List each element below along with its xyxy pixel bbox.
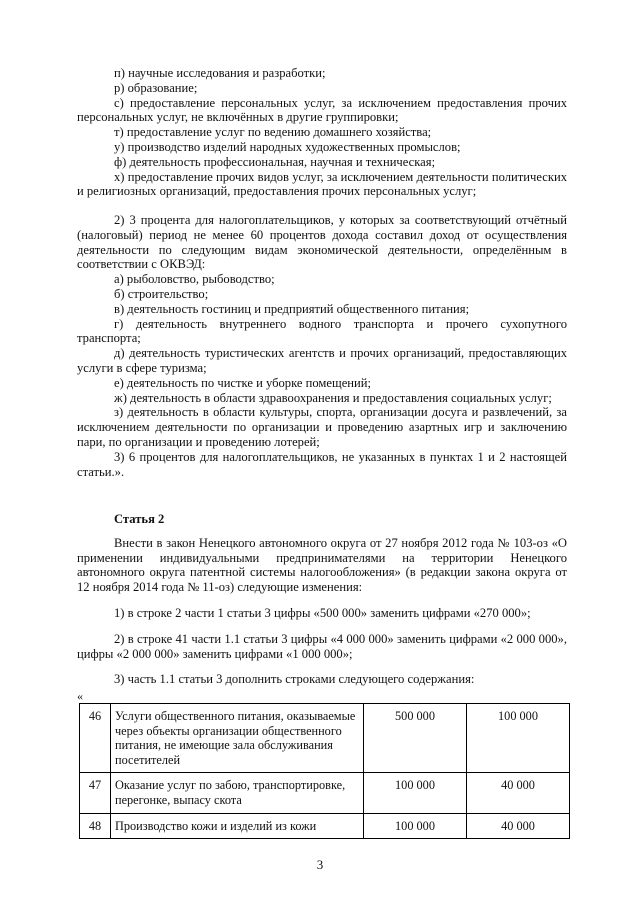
list-item: п) научные исследования и разработки;: [114, 66, 326, 80]
list-item: д) деятельность туристических агентств и прочих организаций, предоставляющих услуги в сфере туризма;: [77, 346, 567, 375]
point-2-intro: 2) 3 процента для налогоплательщиков, у которых за соответствующий отчётный (налоговый) период не менее 60 процентов дохода составил доход от осуществления деятельности по следующим видам экономической деятельности, определённым в соответствии с ОКВЭД:: [77, 213, 567, 272]
row-value-1: 500 000: [364, 704, 467, 773]
change-item: 3) часть 1.1 статьи 3 дополнить строками следующего содержания:: [114, 672, 475, 687]
row-number: 47: [80, 773, 111, 813]
row-description: Оказание услуг по забою, транспортировке, перегонке, выпасу скота: [111, 773, 364, 813]
article-intro: Внести в закон Ненецкого автономного округа от 27 ноября 2012 года № 103-оз «О применении индивидуальными предпринимателями на территории Ненецкого автономного округа патентной системы налогообложения» (в редакции закона округа от 12 ноября 2014 года № 11-оз) следующие изменения:: [77, 535, 567, 595]
list-item: т) предоставление услуг по ведению домашнего хозяйства;: [114, 125, 432, 140]
row-value-2: 40 000: [467, 813, 570, 839]
list-top: [77, 66, 567, 199]
table-row: [80, 813, 570, 839]
article-heading: Статья 2: [114, 512, 165, 526]
list-item: з) деятельность в области культуры, спорта, организации досуга и развлечений, за исключением деятельности по организации и проведению азартных игр и заключению пари, по организации и проведению лотерей;: [77, 405, 567, 449]
list-item: б) строительство;: [114, 286, 209, 301]
row-description: Услуги общественного питания, оказываемые через объекты организации общественного питания, не имеющие зала обслуживания посетителей: [111, 704, 364, 773]
list-item: а) рыболовство, рыбоводство;: [114, 272, 275, 287]
page-number: 3: [316, 857, 324, 872]
row-value-2: 100 000: [467, 704, 570, 773]
row-value-1: 100 000: [364, 813, 467, 839]
list-item: х) предоставление прочих видов услуг, за исключением деятельности политических и религиозных организаций, предоставления прочих персональных услуг;: [77, 169, 567, 199]
quote-open-mark: «: [77, 689, 83, 703]
table-row: [80, 773, 570, 813]
list-item: с) предоставление персональных услуг, за исключением предоставления прочих персональных услуг, не включённых в другие группировки;: [77, 95, 567, 125]
change-item: 2) в строке 41 части 1.1 статьи 3 цифры «4 000 000» заменить цифрами «2 000 000», цифры «2 000 000» заменить цифрами «1 000 000»;: [77, 631, 567, 661]
row-number: 46: [80, 704, 111, 773]
row-number: 48: [80, 813, 111, 839]
row-value-1: 100 000: [364, 773, 467, 813]
list-item: в) деятельность гостиниц и предприятий общественного питания;: [114, 301, 470, 316]
row-description: Производство кожи и изделий из кожи: [111, 813, 364, 839]
list-item: р) образование;: [114, 80, 198, 95]
list-item: ж) деятельность в области здравоохранения и предоставления социальных услуг;: [114, 390, 552, 405]
rates-table: [79, 703, 570, 839]
point-2: [77, 213, 567, 479]
list-item: ф) деятельность профессиональная, научная и техническая;: [114, 154, 436, 169]
change-item: 1) в строке 2 части 1 статьи 3 цифры «500 000» заменить цифрами «270 000»;: [114, 605, 531, 620]
row-value-2: 40 000: [467, 773, 570, 813]
list-item: г) деятельность внутреннего водного транспорта и прочего сухопутного транспорта;: [77, 316, 567, 346]
point-3: 3) 6 процентов для налогоплательщиков, не указанных в пунктах 1 и 2 настоящей статьи.».: [77, 449, 567, 479]
article-2: [77, 512, 567, 687]
list-item: у) производство изделий народных художественных промыслов;: [114, 139, 461, 154]
list-item: е) деятельность по чистке и уборке помещений;: [114, 375, 371, 390]
table-row: [80, 704, 570, 773]
